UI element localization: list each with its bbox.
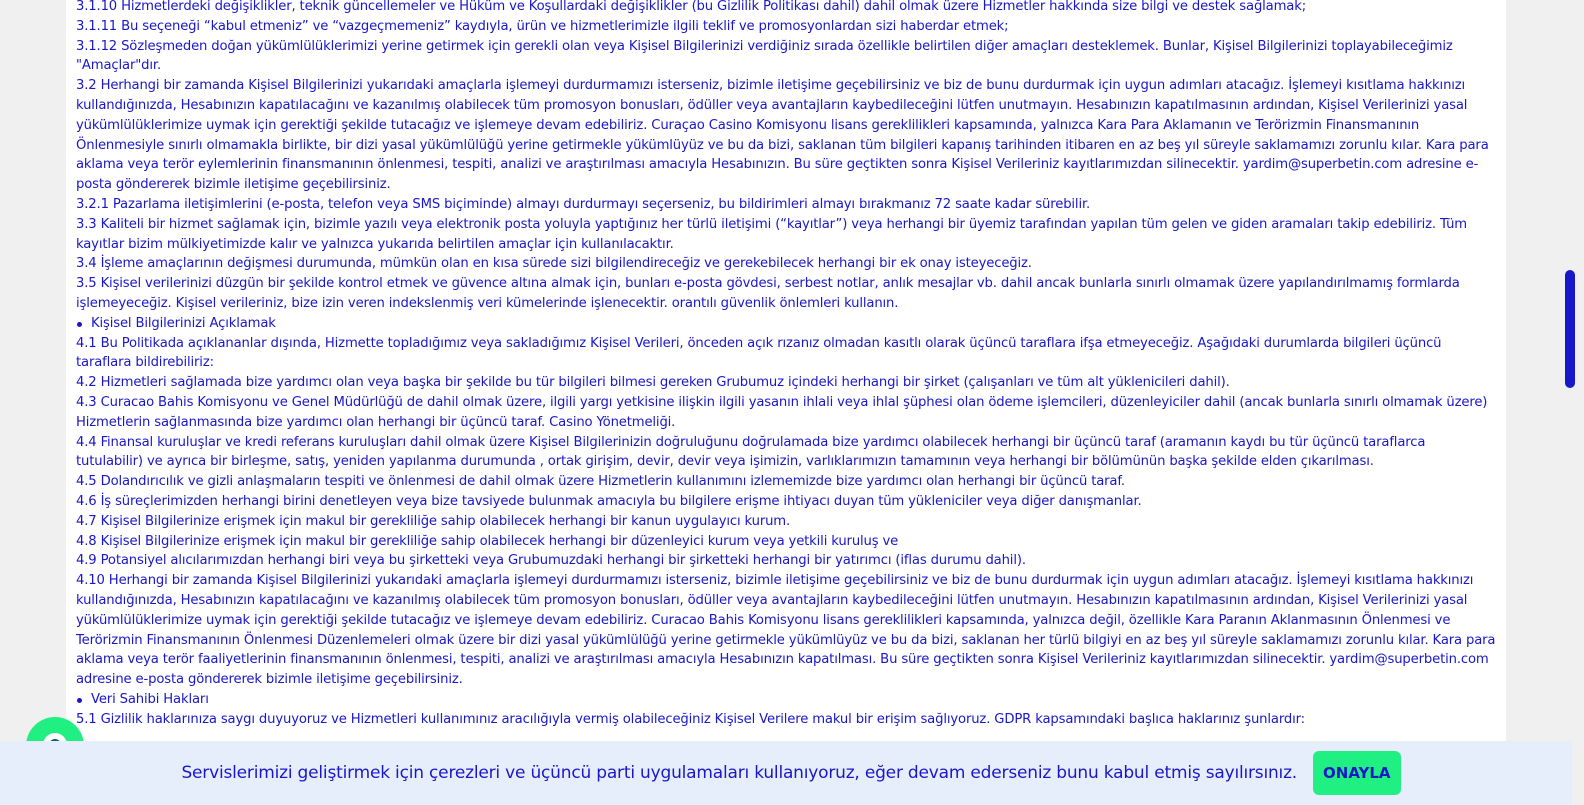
cookie-accept-button[interactable]: ONAYLA	[1313, 751, 1401, 795]
bullet-icon	[77, 698, 82, 703]
policy-paragraph-4-3: 4.3 Curacao Bahis Komisyonu ve Genel Müdürlüğü de dahil olmak üzere, ilgili yargı yetkisine ilişkin ilgili yasanın ihlali veya ihlal şüphesi olan ödeme işlemcileri, düzenleyiciler dahil (ancak bunlarla sınırlı olmamak üzere) Hizmetlerin sağlanmasında bize yardımcı olan herhangi bir üçüncü taraf. Casino Yönetmeliği.	[76, 394, 1488, 430]
page-scrollbar[interactable]	[1556, 0, 1584, 805]
policy-paragraph-5-1: 5.1 Gizlilik haklarınıza saygı duyuyoruz ve Hizmetleri kullanımınız aracılığıyla vermiş olabileceğiniz Kişisel Verilere makul bir erişim sağlıyoruz. GDPR kapsamındaki başlıca haklarınız şunlardır:	[76, 711, 1305, 727]
policy-paragraph-3-1-12: 3.1.12 Sözleşmeden doğan yükümlülüklerimizi yerine getirmek için gerekli olan veya Kişisel Bilgilerinizi verdiğiniz sırada özellikle belirtilen diğer amaçları desteklemek. Bunlar, Kişisel Bilgilerinizi toplayabileceğimiz "Amaçlar"dır.	[76, 38, 1453, 74]
policy-paragraph-3-1-10: 3.1.10 Hizmetlerdeki değişiklikler, teknik güncellemeler ve Hüküm ve Koşullardaki değişiklikler (bu Gizlilik Politikası dahil) dahil olmak üzere Hizmetler hakkında size bilgi ve destek sağlamak;	[76, 0, 1307, 14]
cookie-consent-message: Servislerimizi geliştirmek için çerezleri ve üçüncü parti uygulamaları kullanıyoruz, eğer devam ederseniz bunu kabul etmiş sayılırsınız.	[181, 763, 1298, 783]
policy-paragraph-4-7: 4.7 Kişisel Bilgilerinize erişmek için makul bir gerekliliğe sahip olabilecek herhangi bir kanun uygulayıcı kurum.	[76, 513, 791, 529]
policy-paragraph-4-6: 4.6 İş süreçlerimizden herhangi birini denetleyen veya bize tavsiyede bulunmak amacıyla bu bilgilere erişme ihtiyacı duyan tüm yükleniciler veya diğer danışmanlar.	[76, 493, 1142, 509]
policy-paragraph-3-2-1: 3.2.1 Pazarlama iletişimlerini (e-posta, telefon veya SMS biçiminde) almayı durdurmayı seçerseniz, bu bildirimleri almayı bırakmanız 72 saate kadar sürebilir.	[76, 196, 1091, 212]
policy-paragraph-4-4: 4.4 Finansal kuruluşlar ve kredi referans kuruluşları dahil olmak üzere Kişisel Bilgilerinizin doğruluğunu doğrulamada bize yardımcı olabilecek herhangi bir üçüncü taraf (aramanın kaydı bu tür üçüncü taraflarca tutulabilir) ve ayrıca bir birleşme, satış, yeniden yapılanma durumunda , ortak girişim, devir, devir veya işimizin, varlıklarımızın tamamının veya herhangi bir bölümünün başka şekilde elden çıkarılması.	[76, 434, 1426, 470]
bullet-icon	[77, 322, 82, 327]
policy-paragraph-4-5: 4.5 Dolandırıcılık ve gizli anlaşmaların tespiti ve önlenmesi de dahil olmak üzere Hizmetlerin kullanımını izlememizde bize yardımcı olan herhangi bir üçüncü taraf.	[76, 474, 1125, 490]
policy-paragraph-3-1-11: 3.1.11 Bu seçeneği “kabul etmeniz” ve “vazgeçmemeniz” kaydıyla, ürün ve hizmetlerimizle ilgili teklif ve promosyonlardan sizi haberdar etmek;	[76, 18, 1009, 34]
policy-paragraph-4-8: 4.8 Kişisel Bilgilerinize erişmek için makul bir gerekliliğe sahip olabilecek herhangi bir düzenleyici kurum veya yetkili kuruluş ve	[76, 533, 899, 549]
policy-paragraph-3-2: 3.2 Herhangi bir zamanda Kişisel Bilgilerinizi yukarıdaki amaçlarla işlemeyi durdurmamızı isterseniz, bizimle iletişime geçebilirsiniz ve biz de bunu durdurmak için uygun adımları atacağız. İşlemeyi kısıtlama hakkınızı kullandığınızda, Hesabınızın kapatılacağını ve kazanılmış olabilecek tüm promosyon bonusları, ödüller veya avantajların kaybedileceğini lütfen unutmayın. Hesabınızın kapatılmasının ardından, Kişisel Verilerinizi yasal yükümlülüklerimize uymak için gerektiği şekilde tutacağız ve işlemeye devam edebiliriz. Curaçao Casino Komisyonu lisans gereklilikleri kapsamında, yalnızca Kara Para Aklamanın ve Terörizmin Finansmanının Önlenmesiyle sınırlı olmamakla birlikte, bir dizi yasal yükümlülüğü yerine getirmekle yükümlüyüz ve bu da bizi, saklanan tüm bilgileri kapanış tarihinden itibaren en az beş yıl süreyle saklamamızı zorunlu kılar. Kara para aklama veya terör eylemlerinin finansmanının önlenmesi, tespiti, analizi ve araştırılması amacıyla Hesabınızın. Bu süre geçtikten sonra Kişisel Verileriniz kayıtlarımızdan silinecektir. yardim@superbetin.com adresine e-posta göndererek bizimle iletişime geçebilirsiniz.	[76, 78, 1489, 193]
policy-paragraph-3-5: 3.5 Kişisel verilerinizi düzgün bir şekilde kontrol etmek ve güvence altına almak için, bunları e-posta gövdesi, serbest notlar, anlık mesajlar vb. dahil ancak bunlarla sınırlı olmamak üzere yapılandırılmamış formlarda işlemeyeceğiz. Kişisel verileriniz, bize izin veren indekslenmiş veri kümelerinde işlenecektir. orantılı güvenlik önlemleri kullanın.	[76, 276, 1460, 311]
policy-paragraph-4-9: 4.9 Potansiyel alıcılarımızdan herhangi biri veya bu şirketteki veya Grubumuzdaki herhangi bir şirketteki herhangi bir yatırımcı (iflas durumu dahil).	[76, 553, 1026, 569]
policy-paragraph-3-3: 3.3 Kaliteli bir hizmet sağlamak için, bizimle yazılı veya elektronik posta yoluyla yaptığınız her türlü iletişimi (“kayıtlar”) veya herhangi bir üyemiz tarafından yapılan tüm gelen ve giden aramaları takip edebiliriz. Tüm kayıtlar bizim mülkiyetimizde kalır ve yalnızca yukarıda belirtilen amaçlar için kullanılacaktır.	[76, 216, 1468, 252]
scrollbar-thumb[interactable]	[1565, 270, 1575, 388]
section-heading-data-subject-rights	[76, 690, 1496, 710]
section-heading-disclosing-info	[76, 314, 1496, 334]
policy-text	[76, 0, 1496, 729]
policy-paragraph-4-2: 4.2 Hizmetleri sağlamada bize yardımcı olan veya başka bir şekilde bu tür bilgileri bilmesi gereken Grubumuz içindeki herhangi bir şirket (çalışanları ve tüm alt yüklenicileri dahil).	[76, 375, 1230, 391]
policy-paragraph-3-4: 3.4 İşleme amaçlarının değişmesi durumunda, mümkün olan en kısa sürede sizi bilgilendireceğiz ve gerekebilecek herhangi bir ek onay isteyeceğiz.	[76, 256, 1032, 272]
section-heading-label: Veri Sahibi Hakları	[91, 691, 209, 707]
policy-paragraph-4-1: 4.1 Bu Politikada açıklananlar dışında, Hizmette topladığımız veya sakladığımız Kişisel Verileri, önceden açık rızanız olmadan kasıtlı olarak üçüncü taraflara ifşa etmeyeceğiz. Aşağıdaki durumlarda bilgileri üçüncü taraflara bildirebiliriz:	[76, 335, 1442, 371]
policy-paragraph-4-10: 4.10 Herhangi bir zamanda Kişisel Bilgilerinizi yukarıdaki amaçlarla işlemeyi durdurmamızı isterseniz, bizimle iletişime geçebilirsiniz ve biz de bunu durdurmak için uygun adımları atacağız. İşlemeyi kısıtlama hakkınızı kullandığınızda, Hesabınızın kapatılacağını ve kazanılmış olabilecek tüm promosyon bonusları, ödüller veya avantajların kaybedileceğini lütfen unutmayın. Hesabınızın kapatılmasının ardından, Kişisel Verilerinizi yasal yükümlülüklerimize uymak için gerektiği şekilde tutacağız ve işlemeye devam edebiliriz. Curacao Bahis Komisyonu lisans gereklilikleri kapsamında, yalnızca değil, özellikle Kara Paranın Aklanmasının Önlenmesi ve Terörizmin Finansmanının Önlenmesi Düzenlemeleri olmak üzere bir dizi yasal yükümlülüğü yerine getirmekle yükümlüyüz ve bu da bizi, saklanan her türlü bilgiyi en az beş yıl süreyle saklamamızı zorunlu kılar. Kara para aklama veya terör faaliyetlerinin finansmanının önlenmesi, tespiti, analizi ve araştırılması amacıyla Hesabınızın kapatılması. Bu süre geçtikten sonra Kişisel Verileriniz kayıtlarımızdan silinecektir. yardim@superbetin.com adresine e-posta göndererek bizimle iletişime geçebilirsiniz.	[76, 573, 1496, 688]
policy-content-card	[66, 0, 1506, 805]
section-heading-label: Kişisel Bilgilerinizi Açıklamak	[91, 315, 276, 331]
cookie-consent-banner	[0, 741, 1572, 805]
